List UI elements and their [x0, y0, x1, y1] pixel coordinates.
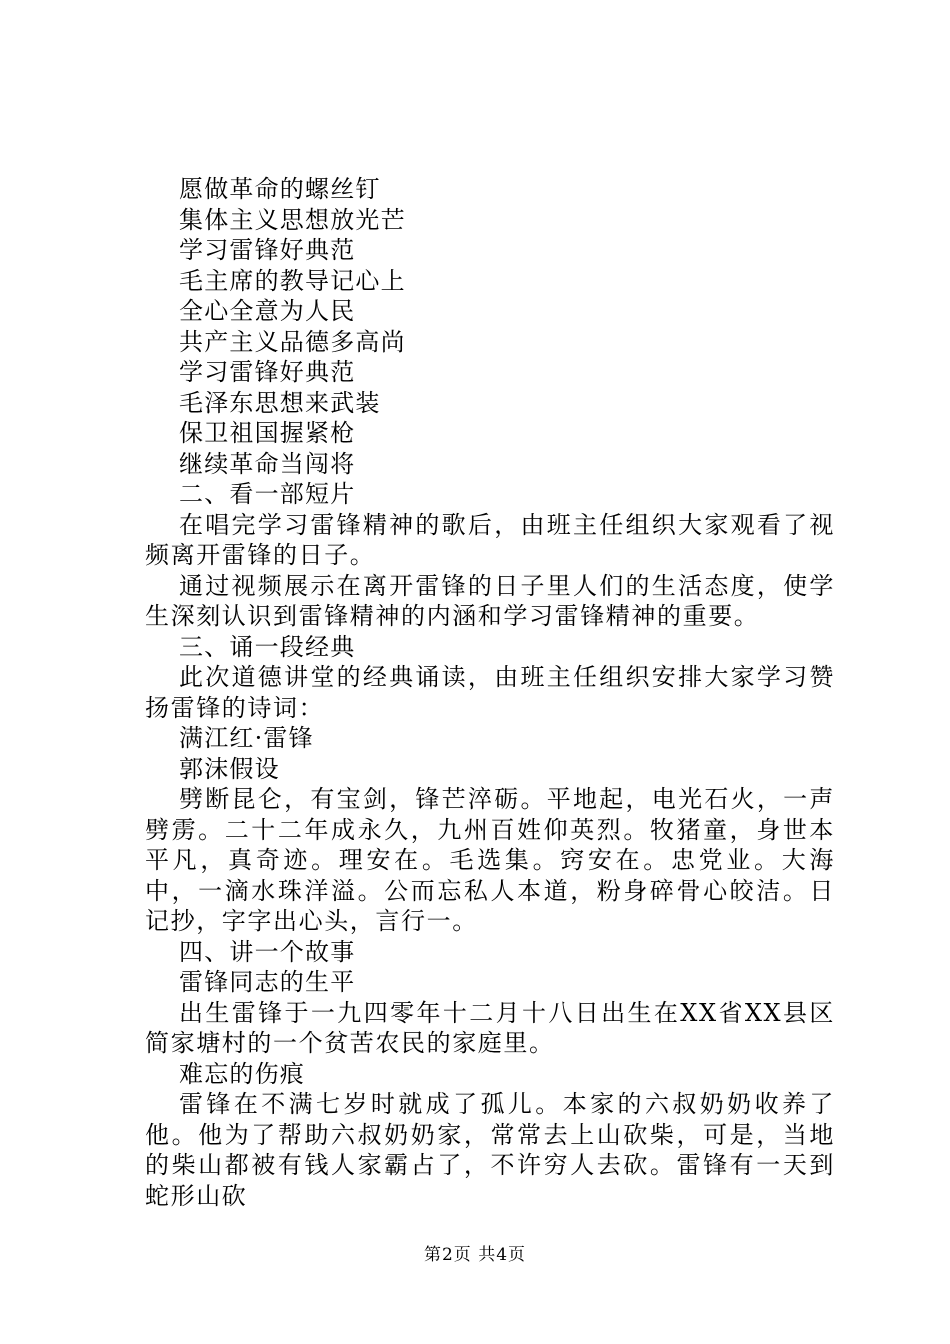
song-line: 毛泽东思想来武装	[179, 388, 381, 417]
paragraph: 在唱完学习雷锋精神的歌后，由班主任组织大家观看了视频离开雷锋的日子。	[145, 510, 835, 569]
paragraph: 通过视频展示在离开雷锋的日子里人们的生活态度，使学生深刻认识到雷锋精神的内涵和学习雷锋精神的重要。	[145, 571, 835, 630]
poem-title: 满江红·雷锋	[179, 724, 314, 752]
song-line: 学习雷锋好典范	[179, 236, 356, 264]
song-line: 继续革命当闯将	[179, 449, 356, 478]
song-line: 学习雷锋好典范	[179, 358, 356, 386]
section-heading: 二、看一部短片	[179, 480, 356, 508]
poem-text: 劈断昆仑，有宝剑，锋芒淬砺。平地起，电光石火，一声劈雳。二十二年成永久，九州百姓仰英烈。牧猪童，身世本平凡，真奇迹。理安在。毛选集。窍安在。忠党业。大海中，一滴水珠洋溢。公而忘私人本道，粉身碎骨心皎洁。日记抄，字字出心头，言行一。	[145, 785, 835, 935]
paragraph: 雷锋在不满七岁时就成了孤儿。本家的六叔奶奶收养了他。他为了帮助六叔奶奶家，常常去上山砍柴，可是，当地的柴山都被有钱人家霸占了，不许穷人去砍。雷锋有一天到蛇形山砍	[145, 1090, 835, 1210]
song-line: 集体主义思想放光芒	[179, 205, 406, 234]
document-body	[145, 174, 835, 1211]
section-heading: 三、诵一段经典	[179, 632, 356, 661]
story-title: 雷锋同志的生平	[179, 968, 356, 996]
song-line: 全心全意为人民	[179, 297, 356, 325]
song-line: 毛主席的教导记心上	[179, 266, 406, 295]
story-subtitle: 难忘的伤痕	[179, 1059, 305, 1088]
song-line: 共产主义品德多高尚	[179, 327, 406, 356]
paragraph: 出生雷锋于一九四零年十二月十八日出生在XX省XX县区简家塘村的一个贫苦农民的家庭里。	[145, 998, 835, 1057]
paragraph: 此次道德讲堂的经典诵读，由班主任组织安排大家学习赞扬雷锋的诗词：	[145, 663, 835, 722]
song-line: 保卫祖国握紧枪	[179, 419, 356, 447]
section-heading: 四、讲一个故事	[179, 937, 356, 966]
page-footer: 第2页 共4页	[423, 1245, 527, 1265]
poem-author: 郭沫假设	[179, 754, 280, 783]
song-line: 愿做革命的螺丝钉	[179, 175, 381, 203]
